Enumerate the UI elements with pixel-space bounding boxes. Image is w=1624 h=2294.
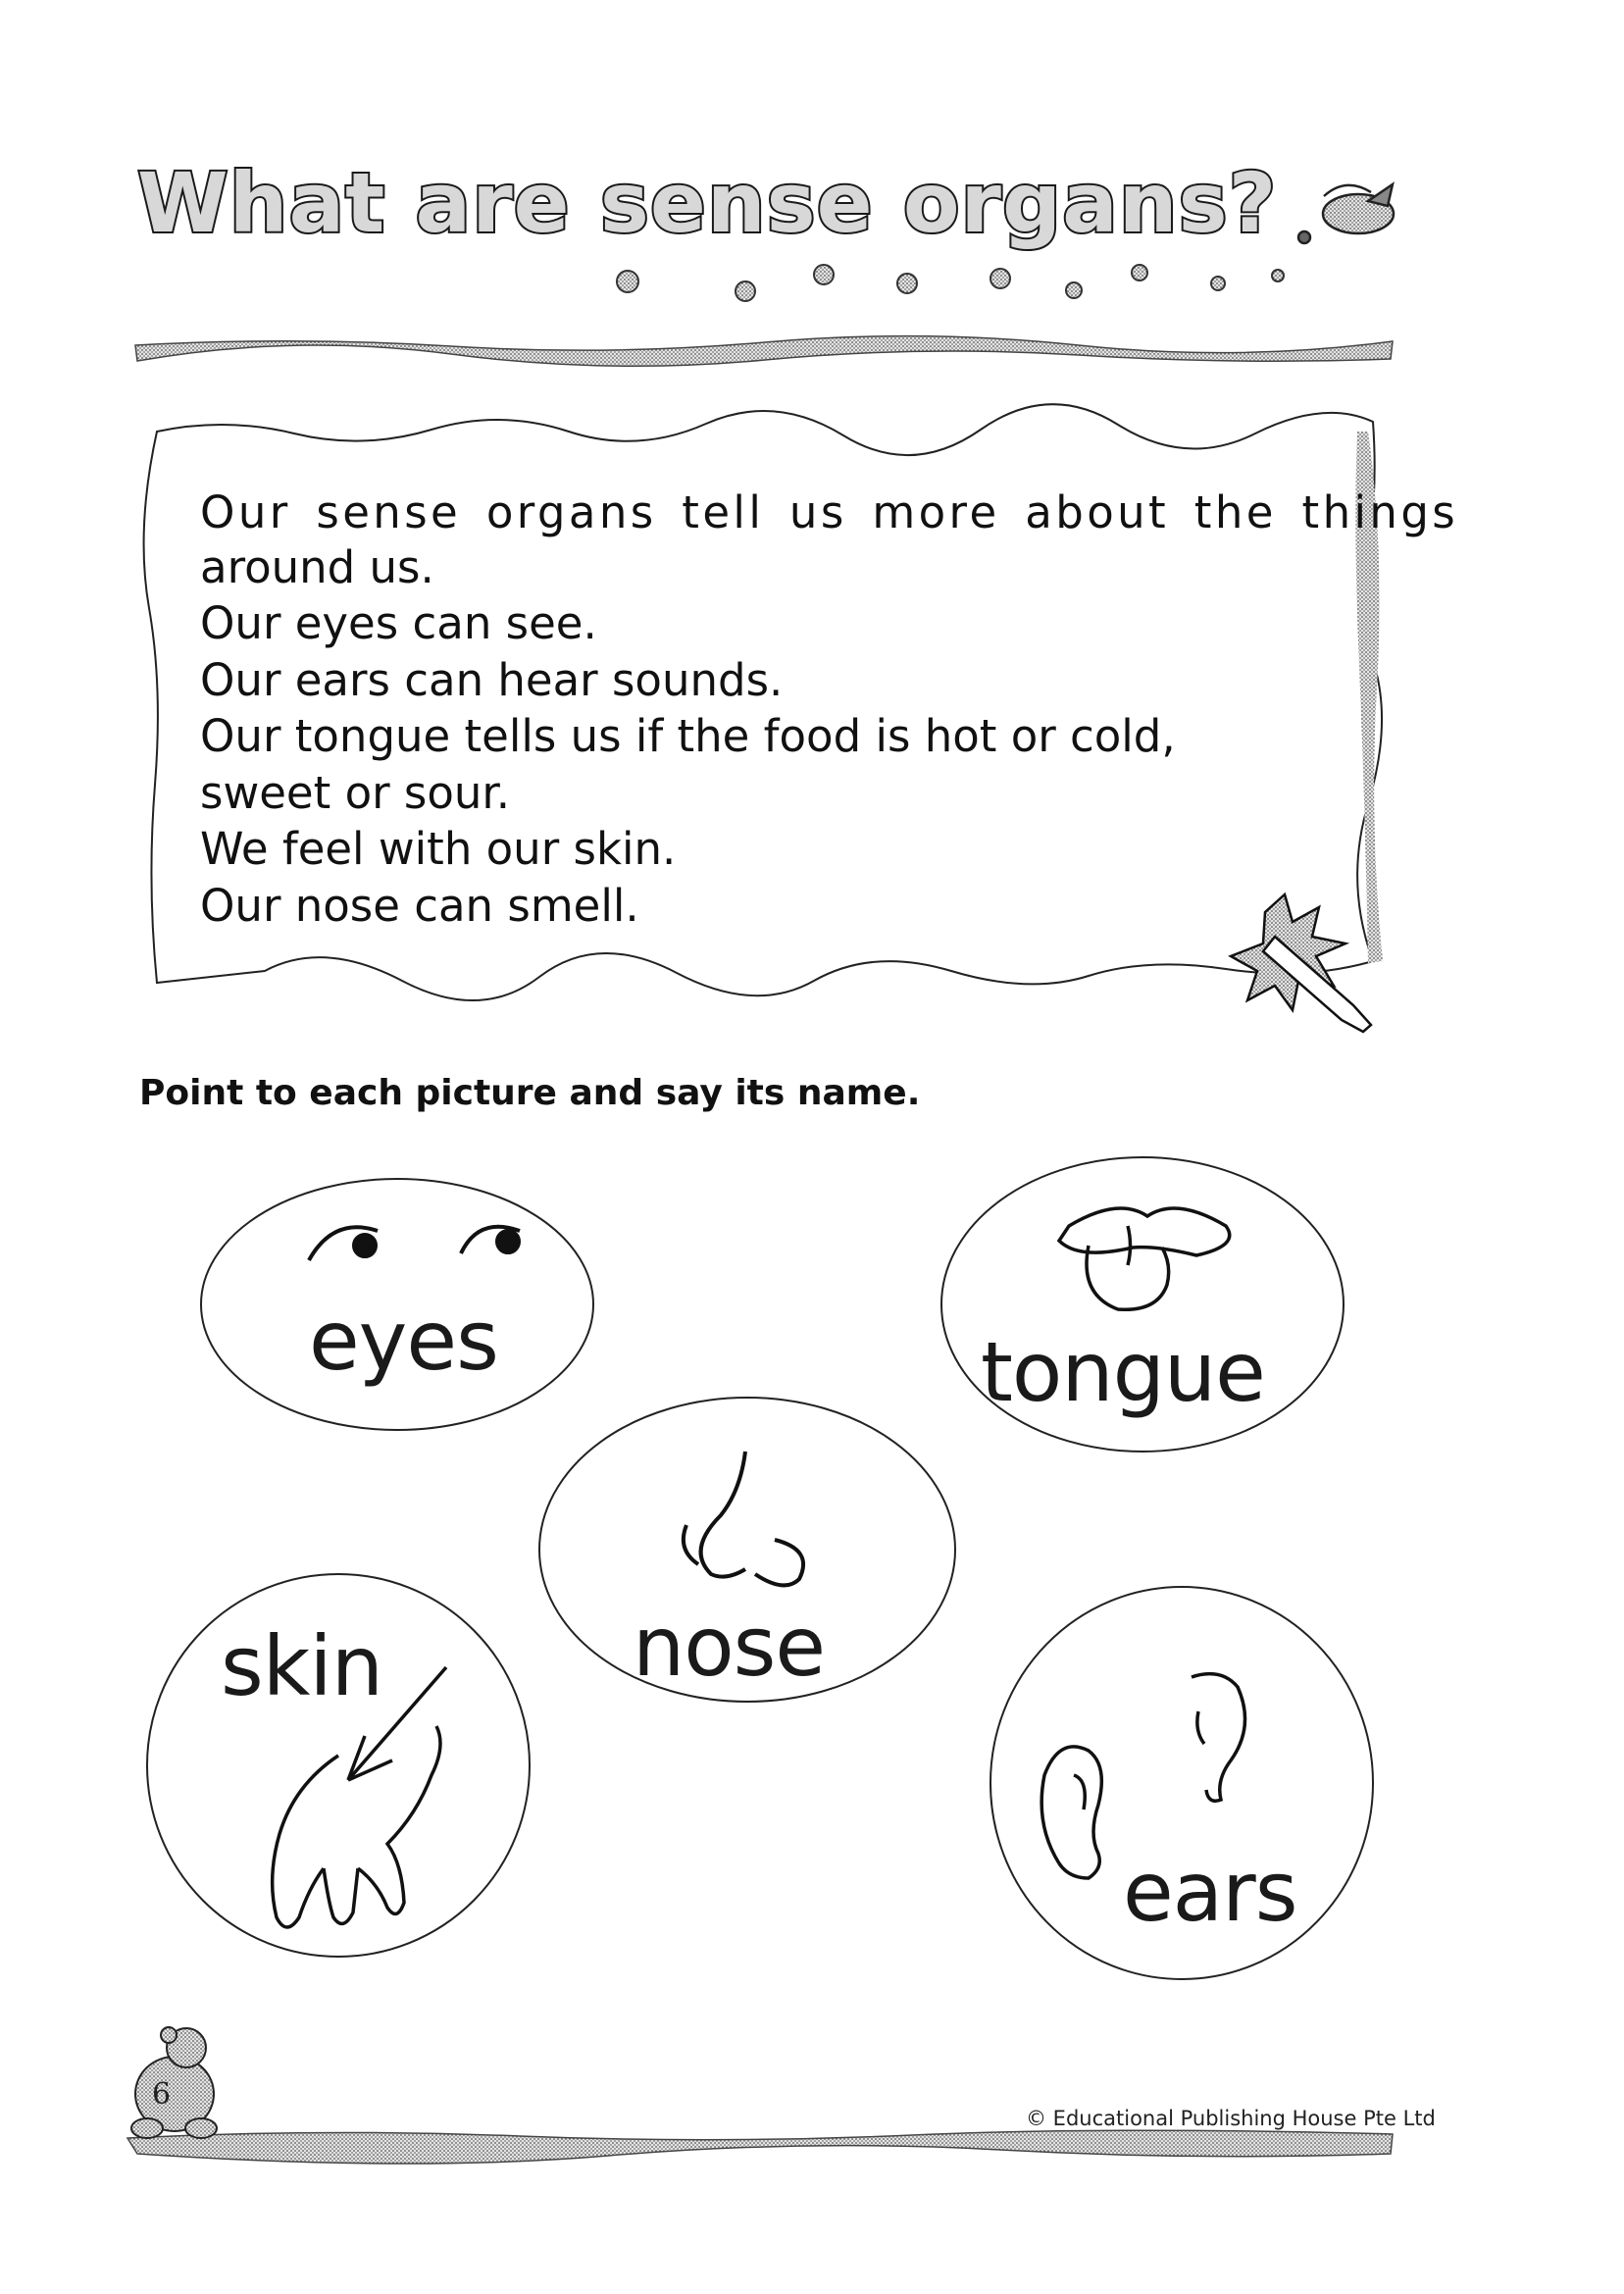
info-box-line: Our tongue tells us if the food is hot or cold, (200, 710, 1176, 762)
eye-icon (309, 1227, 520, 1260)
info-box-line: Our sense organs tell us more about the things (200, 486, 1459, 538)
tongue-icon (1059, 1208, 1230, 1309)
skin-label: skin (221, 1618, 382, 1714)
info-box-line: We feel with our skin. (200, 823, 677, 875)
info-box-line: Our ears can hear sounds. (200, 654, 784, 706)
info-box-line: sweet or sour. (200, 767, 511, 819)
pencil-icon (1231, 894, 1371, 1032)
page-number: 6 (152, 2077, 172, 2112)
bird-icon (1298, 184, 1394, 243)
teddy-bear-icon (131, 2027, 217, 2138)
tongue-label: tongue (981, 1324, 1265, 1420)
flower-icon (617, 265, 1284, 301)
nose-label: nose (633, 1599, 826, 1695)
copyright-text: © Educational Publishing House Pte Ltd (1026, 2107, 1436, 2130)
instruction-text: Point to each picture and say its name. (139, 1073, 921, 1113)
eyes-label: eyes (309, 1293, 498, 1389)
info-box-line: Our nose can smell. (200, 880, 639, 932)
footer-rule (127, 2130, 1393, 2164)
nose-icon (684, 1452, 803, 1585)
ears-label: ears (1123, 1844, 1297, 1940)
title-rule (135, 336, 1393, 367)
info-box-line: Our eyes can see. (200, 597, 597, 649)
page-title: What are sense organs? (137, 155, 1278, 251)
info-box-line: around us. (200, 541, 434, 593)
